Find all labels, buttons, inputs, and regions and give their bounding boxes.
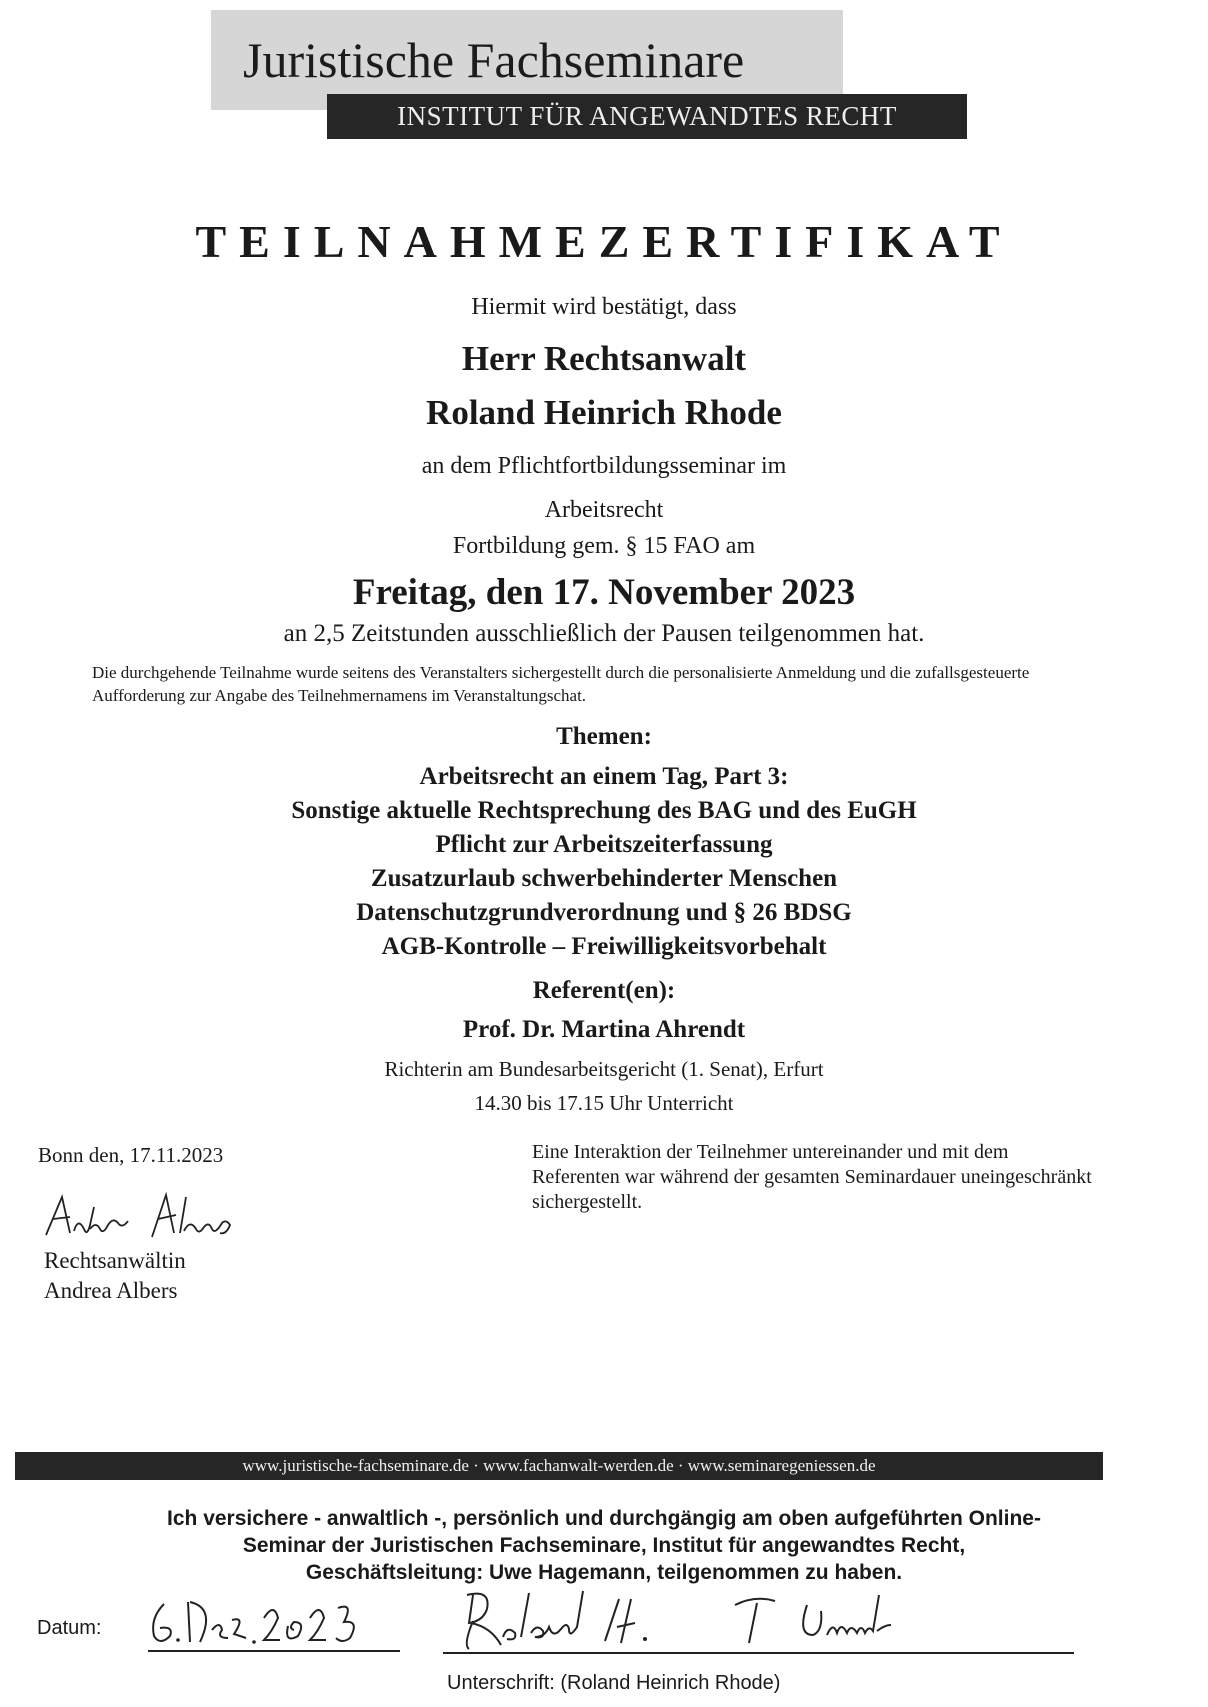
assurance-line: Geschäftsleitung: Uwe Hagemann, teilgenommen zu haben.	[305, 1561, 903, 1584]
speakers-heading: Referent(en):	[532, 977, 676, 1004]
seminar-line: an dem Pflichtfortbildungsseminar im	[421, 453, 787, 479]
signature-caption: Unterschrift: (Roland Heinrich Rhode)	[447, 1672, 781, 1694]
lesson-time: 14.30 bis 17.15 Uhr Unterricht	[474, 1091, 734, 1115]
signature-line	[443, 1652, 1074, 1654]
intro-line: Hiermit wird bestätigt, dass	[471, 294, 737, 320]
assurance-text	[0, 1505, 1208, 1586]
handwritten-date	[140, 1590, 400, 1650]
topic-item: Arbeitsrecht an einem Tag, Part 3:	[419, 763, 789, 790]
topic-item: Pflicht zur Arbeitszeiterfassung	[435, 831, 773, 858]
logo-subtitle: INSTITUT FÜR ANGEWANDTES RECHT	[327, 94, 967, 139]
speaker-role: Richterin am Bundesarbeitsgericht (1. Senat), Erfurt	[384, 1057, 824, 1081]
signer-role: Rechtsanwältin	[44, 1248, 186, 1273]
topic-item: Sonstige aktuelle Rechtsprechung des BAG und des EuGH	[291, 797, 917, 824]
topic-item: Datenschutzgrundverordnung und § 26 BDSG	[356, 899, 852, 926]
date-line	[148, 1650, 400, 1652]
datum-label: Datum:	[37, 1617, 102, 1639]
participation-note: Die durchgehende Teilnahme wurde seitens des Veranstalters sichergestellt durch die personalisierte Anmeldung und die zufallsgesteuerte Aufforderung zur Angabe des Teilnehmernamens im Veranstaltungschat.	[92, 663, 1030, 705]
speaker-name: Prof. Dr. Martina Ahrendt	[462, 1016, 746, 1043]
footer-links: www.juristische-fachseminare.de · www.fachanwalt-werden.de · www.seminaregeniessen.de	[15, 1452, 1103, 1480]
topic-item: AGB-Kontrolle – Freiwilligkeitsvorbehalt	[381, 933, 827, 960]
signer-name: Andrea Albers	[44, 1278, 178, 1303]
certificate-title: TEILNAHMEZERTIFIKAT	[195, 216, 1013, 267]
seminar-field: Arbeitsrecht	[544, 497, 664, 523]
assurance-line: Ich versichere - anwaltlich -, persönlich und durchgängig am oben aufgeführten Online-	[167, 1507, 1041, 1530]
topics-heading: Themen:	[556, 723, 652, 750]
albers-signature	[40, 1183, 260, 1253]
salutation: Herr Rechtsanwalt	[461, 339, 747, 378]
place-date: Bonn den, 17.11.2023	[38, 1143, 224, 1167]
fortbildung-line: Fortbildung gem. § 15 FAO am	[452, 533, 756, 559]
topic-item: Zusatzurlaub schwerbehinderter Menschen	[370, 865, 838, 892]
assurance-line: Seminar der Juristischen Fachseminare, Institut für angewandtes Recht,	[242, 1534, 966, 1557]
interaction-note: Eine Interaktion der Teilnehmer untereinander und mit dem Referenten war während der gesamten Seminardauer uneingeschränkt sichergestellt.	[532, 1141, 1092, 1213]
participant-name: Roland Heinrich Rhode	[426, 393, 782, 432]
rhode-signature	[455, 1585, 1015, 1655]
logo-title: Juristische Fachseminare	[243, 32, 745, 88]
hours-line: an 2,5 Zeitstunden ausschließlich der Pausen teilgenommen hat.	[283, 620, 925, 647]
seminar-date: Freitag, den 17. November 2023	[352, 572, 856, 613]
